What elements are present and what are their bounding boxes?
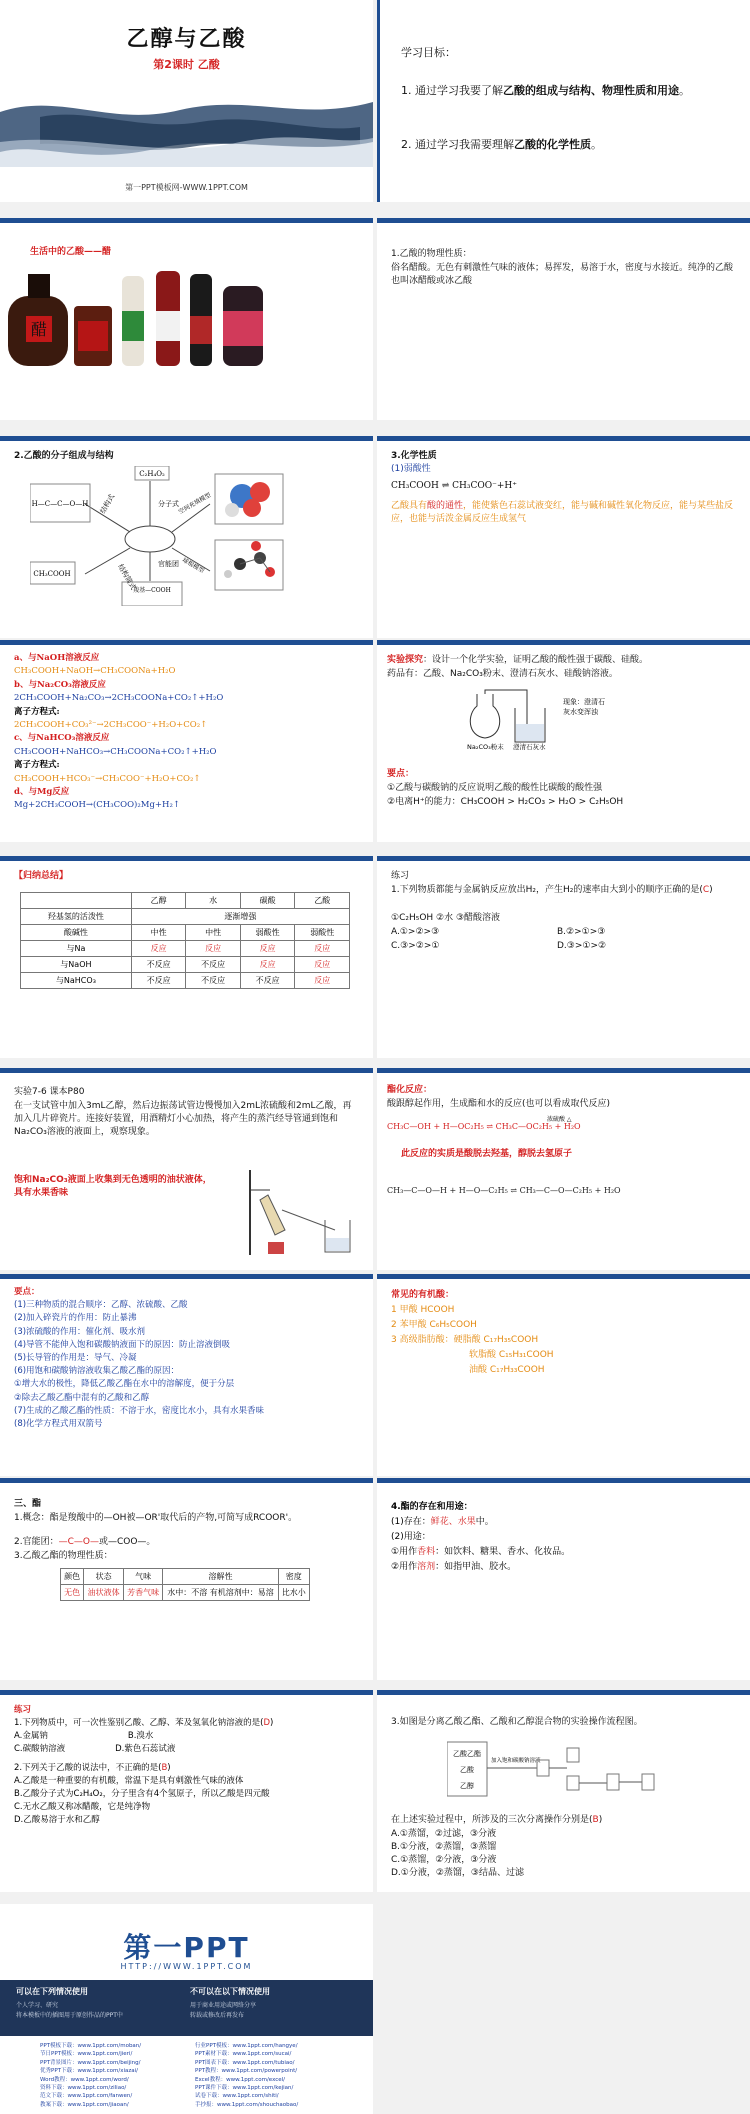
- organic-acid-list: 常见的有机酸： 1 甲酸 HCOOH 2 苯甲酸 C₆H₅COOH 3 高级脂肪酸：硬脂酸 C₁₇H₃₅COOH 软脂酸 C₁₅H₃₁COOH 油酸 C₁₇H₃₃COOH: [391, 1290, 554, 1375]
- top-bar: [377, 218, 750, 223]
- observation-text: 饱和Na₂CO₃液面上收集到无色透明的油状液体，具有水果香味: [14, 1175, 212, 1198]
- structure-diagram: [30, 466, 360, 606]
- experiment-heading: 实验7-6 课本P80: [14, 1087, 85, 1097]
- subsection-heading: (1)弱酸性: [391, 464, 431, 474]
- footer-site: 第一PPT模板网-WWW.1PPT.COM: [125, 183, 248, 192]
- comparison-table: 乙醇 水 碳酸 乙酸 羟基氢的活泼性 逐渐增强 酸碱性 中性 中性 弱酸性 弱酸性 与Na 反应 反应 反应 反应 与NaOH 不反应 不反应 反应 反应 与NaHCO₃ 不反应 不反应 不反应 反应: [20, 892, 350, 989]
- slide-15-esters[interactable]: [0, 1478, 373, 1680]
- slide-2-goals[interactable]: [377, 0, 750, 202]
- option-c[interactable]: C.③>②>①: [391, 941, 440, 951]
- question-3: 3.如图是分离乙酸乙酯、乙酸和乙醇混合物的实验操作流程图。: [391, 1717, 643, 1727]
- question-1: 1.下列物质都能与金属钠反应放出H₂，产生H₂的速率由大到小的顺序正确的是(C): [391, 885, 713, 895]
- procedure-text: 在一支试管中加入3mL乙醇，然后边振荡试管边慢慢加入2mL浓硫酸和2mL乙酸，再加入几片碎瓷片。连接好装置，用酒精灯小心加热，将产生的蒸汽经导管通到饱和Na₂CO₃溶液的液面上，观察现象。: [14, 1101, 352, 1137]
- svg-text:结构式: 结构式: [98, 492, 117, 515]
- practice-questions: 练习 1.下列物质中，可一次性鉴别乙酸、乙醇、苯及氢氧化钠溶液的是(D) A.金属钠 B.溴水 C.碳酸钠溶液 D.紫色石蕊试液 2.下列关于乙酸的说法中，不正确的是(B) A.乙酸是一种重要的有机酸，常温下是具有刺激性气味的液体 B.乙酸分子式为C₂H₄O₂，分子里含有4个氢原子，所以乙酸是四元酸 C.无水乙酸又称冰醋酸，它是纯净物 D.乙酸易溶于水和乙醇: [14, 1705, 274, 1825]
- option-a[interactable]: A.①>②>③: [391, 927, 440, 937]
- svg-text:官能团: 官能团: [158, 560, 179, 568]
- top-bar: [0, 1478, 373, 1483]
- mechanism-equation: CH₃—C—O—H + H—O—C₂H₅ ⇌ CH₃—C—O—C₂H₅ + H₂O: [387, 1186, 621, 1195]
- option-d[interactable]: D.①分液，②蒸馏，③结晶、过滤: [391, 1868, 524, 1878]
- definition-text: 酸跟醇起作用，生成酯和水的反应(也可以看成取代反应): [387, 1099, 611, 1109]
- slide-heading: 生活中的乙酸——醋: [30, 247, 112, 257]
- separation-flowchart: [447, 1738, 677, 1802]
- top-bar: [0, 1690, 373, 1695]
- summary-heading: 【归纳总结】: [14, 871, 69, 881]
- section-heading: 1.乙酸的物理性质：: [391, 249, 472, 259]
- simple-formula-text: CH₃COOH: [33, 570, 71, 578]
- option-c[interactable]: C.①蒸馏，②分液，③分液: [391, 1855, 497, 1865]
- slide-4-physical[interactable]: [377, 218, 750, 420]
- lesson-subtitle: 第2课时 乙酸: [153, 58, 220, 71]
- top-bar: [377, 1068, 750, 1073]
- top-bar: [377, 1478, 750, 1483]
- ink-landscape-image: [0, 72, 373, 167]
- svg-text:澄清石灰水: 澄清石灰水: [513, 743, 546, 750]
- svg-text:乙酸乙酯: 乙酸乙酯: [453, 1750, 481, 1758]
- physical-properties-text: 俗名醋酸。无色有刺激性气味的液体；易挥发，易溶于水，密度与水接近。纯净的乙酸也叫冰醋酸或冰乙酸: [391, 263, 734, 286]
- goals-heading: 学习目标：: [401, 46, 456, 59]
- option-d[interactable]: D.③>①>②: [557, 941, 607, 951]
- svg-text:球棍模型: 球棍模型: [181, 556, 206, 575]
- mechanism-note: 此反应的实质是酸脱去羟基，醇脱去氢原子: [401, 1149, 573, 1159]
- slide-10-practice[interactable]: [377, 856, 750, 1058]
- physical-props-heading: 3.乙酸乙酯的物理性质：: [14, 1551, 113, 1561]
- functional-group-line: 2.官能团：—C—O—或—COO—。: [14, 1537, 156, 1547]
- slide-18-separation[interactable]: [377, 1690, 750, 1892]
- slide-8-experiment[interactable]: [377, 640, 750, 842]
- slide-3-vinegar[interactable]: [0, 218, 373, 420]
- molecular-formula-text: C₂H₄O₂: [139, 470, 165, 478]
- top-bar: [0, 1068, 373, 1073]
- slide-5-structure[interactable]: [0, 436, 373, 638]
- slide-19-credits[interactable]: [0, 1904, 373, 2114]
- top-bar: [377, 640, 750, 645]
- ester-uses-list: 4.酯的存在和用途： (1)存在：鲜花、水果中。 (2)用途： ①用作香料：如饮料、糖果、香水、化妆品。 ②用作溶剂：如指甲油、胶水。: [391, 1502, 571, 1572]
- ester-definition: 1.概念：酯是羧酸中的—OH被—OR'取代后的产物,可简写成RCOOR'。: [14, 1513, 298, 1523]
- ionization-equation: CH₃COOH ⇌ CH₃COO⁻+H⁺: [391, 481, 517, 491]
- keypoints-list: 要点： (1)三种物质的混合顺序：乙醇、浓硫酸、乙酸 (2)加入碎瓷片的作用：防止暴沸 (3)浓硫酸的作用：催化剂、吸水剂 (4)导管不能伸入饱和碳酸钠液面下的原因：防止溶液倒吸 (5)长导管的作用是：导气、冷凝 (6)用饱和碳酸钠溶液收集乙酸乙酯的原因： ①增大水的极性，降低乙酸乙酯在水中的溶解度，便于分层 ②除去乙酸乙酯中混有的乙酸和乙醇 (7)生成的乙酸乙酯的性质：不溶于水，密度比水小，具有水果香味 (8)化学方程式用双箭号: [14, 1287, 265, 1430]
- svg-text:结构简式: 结构简式: [116, 563, 138, 592]
- accent-bar: [377, 0, 380, 202]
- svg-text:Na₂CO₃粉末: Na₂CO₃粉末: [467, 743, 504, 750]
- functional-group-text: 羧基—COOH: [133, 587, 171, 594]
- top-bar: [377, 1690, 750, 1695]
- slide-7-reactions[interactable]: [0, 640, 373, 842]
- svg-text:加入饱和碳酸钠溶液: 加入饱和碳酸钠溶液: [491, 1758, 541, 1764]
- question-3b: 在上述实验过程中，所涉及的三次分离操作分别是(B): [391, 1815, 603, 1825]
- top-bar: [0, 1274, 373, 1279]
- keypoint-1: ①乙酸与碳酸钠的反应说明乙酸的酸性比碳酸的酸性强: [387, 783, 603, 793]
- slide-16-ester-uses[interactable]: [377, 1478, 750, 1680]
- top-bar: [0, 640, 373, 645]
- goal-2: 2. 通过学习我需要理解乙酸的化学性质。: [401, 138, 602, 151]
- svg-text:醋: 醋: [30, 320, 48, 339]
- main-title: 乙醇与乙酸: [126, 27, 247, 52]
- slide-1-title[interactable]: [0, 0, 373, 202]
- top-bar: [377, 1274, 750, 1279]
- acid-property-note: 乙酸具有酸的通性，能使紫色石蕊试液变红，能与碱和碱性氧化物反应，能与某些盐反应，也能与活泼金属反应生成氢气: [391, 501, 734, 524]
- structural-formula-text: H—C—C—O—H: [31, 500, 89, 508]
- svg-text:空间充填模型: 空间充填模型: [177, 491, 213, 516]
- slide-6-acidity[interactable]: [377, 436, 750, 638]
- experiment-heading: 实验探究：设计一个化学实验，证明乙酸的酸性强于碳酸、硅酸。: [387, 655, 649, 665]
- top-bar: [0, 856, 373, 861]
- usage-banner: 可以在下列情况使用 个人学习、研究 将本模板中的插图用于原创作品的PPT中 不可以在以下情况使用 用于商业用途或网络分享 转载或修改后再发布: [0, 1980, 373, 2036]
- reagents-text: 药品有：乙酸、Na₂CO₃粉末、澄清石灰水、硅酸钠溶液。: [387, 669, 618, 679]
- slide-12-esterification[interactable]: [377, 1068, 750, 1270]
- top-bar: [377, 436, 750, 441]
- distillation-apparatus: [240, 1160, 360, 1260]
- top-bar: [0, 218, 373, 223]
- section-heading: 三、酯: [14, 1499, 42, 1509]
- slide-13-keypoints[interactable]: [0, 1274, 373, 1476]
- ester-properties-table: 颜色 状态 气味 溶解性 密度 无色 油状液体 芳香气味 水中：不溶 有机溶剂中：易溶 比水小: [60, 1568, 310, 1601]
- slide-11-esterification-lab[interactable]: [0, 1068, 373, 1270]
- vinegar-bottles-image: [8, 266, 368, 376]
- slide-17-practice[interactable]: [0, 1690, 373, 1892]
- slide-9-summary-table[interactable]: [0, 856, 373, 1058]
- section-heading: 酯化反应：: [387, 1085, 433, 1095]
- link-list-left[interactable]: PPT模板下载：www.1ppt.com/moban/ 节日PPT模板：www.1ppt.com/jieri/ PPT背景图片：www.1ppt.com/beijing/ 优秀PPT下载：www.1ppt.com/xiazai/ Word教程：www.1ppt.com/word/ 资料下载：www.1ppt.com/ziliao/ 范文下载：www.1ppt.com/fanwen/ 教案下载：www.1ppt.com/jiaoan/: [40, 2043, 142, 2108]
- option-a[interactable]: A.①蒸馏，②过滤，③分液: [391, 1829, 497, 1839]
- top-bar: [0, 436, 373, 441]
- section-heading: 3.化学性质: [391, 451, 437, 461]
- svg-text:乙醇: 乙醇: [460, 1782, 474, 1790]
- svg-text:分子式: 分子式: [158, 500, 179, 508]
- goal-1: 1. 通过学习我要了解乙酸的组成与结构、物理性质和用途。: [401, 84, 690, 97]
- top-bar: [377, 856, 750, 861]
- slide-14-organic-acids[interactable]: [377, 1274, 750, 1476]
- brand-logo: 第一PPT: [123, 1931, 250, 1964]
- reaction-condition: 浓硫酸 △: [547, 1116, 572, 1123]
- apparatus-diagram: [467, 686, 657, 750]
- option-b[interactable]: B.②>①>③: [557, 927, 606, 937]
- practice-heading: 练习: [391, 871, 410, 881]
- svg-text:灰水变浑浊: 灰水变浑浊: [563, 708, 598, 716]
- svg-text:乙酸: 乙酸: [460, 1766, 474, 1774]
- ester-equation: CH₃C—OH + H—OC₂H₅ ⇌ CH₃C—OC₂H₅ + H₂O: [387, 1122, 581, 1131]
- brand-url[interactable]: HTTP://WWW.1PPT.COM: [120, 1962, 253, 1971]
- keypoints-heading: 要点：: [387, 769, 415, 779]
- reaction-list: a、与NaOH溶液反应 CH₃COOH+NaOH→CH₃COONa+H₂O b、与Na₂CO₃溶液反应 2CH₃COOH+Na₂CO₃→2CH₃COONa+CO₂↑+H₂O 离子方程式: 2CH₃COOH+CO₃²⁻→2CH₃COO⁻+H₂O+CO₂↑ c、与NaHCO₃溶液反应 CH₃COOH+NaHCO₃→CH₃COONa+CO₂↑+H₂O 离子方程式: CH₃COOH+HCO₃⁻→CH₃COO⁻+H₂O+CO₂↑ d、与Mg反应 Mg+2CH₃COOH→(CH₃COO)₂Mg+H₂↑: [14, 653, 224, 811]
- link-list-right[interactable]: 行业PPT模板：www.1ppt.com/hangye/ PPT素材下载：www.1ppt.com/sucai/ PPT图表下载：www.1ppt.com/tubiao/ PPT教程：www.1ppt.com/powerpoint/ Excel教程：www.1ppt.com/excel/ PPT课件下载：www.1ppt.com/kejian/ 试卷下载：www.1ppt.com/shiti/ 手抄报：www.1ppt.com/shouchaobao/: [195, 2043, 299, 2108]
- option-b[interactable]: B.①分液，②蒸馏，③蒸馏: [391, 1842, 497, 1852]
- question-items: ①C₂H₅OH ②水 ③醋酸溶液: [391, 913, 501, 923]
- svg-text:现象：澄清石: 现象：澄清石: [563, 698, 605, 706]
- keypoint-2: ②电离H⁺的能力：CH₃COOH > H₂CO₃ > H₂O > C₂H₅OH: [387, 797, 624, 807]
- section-heading: 2.乙酸的分子组成与结构: [14, 451, 114, 461]
